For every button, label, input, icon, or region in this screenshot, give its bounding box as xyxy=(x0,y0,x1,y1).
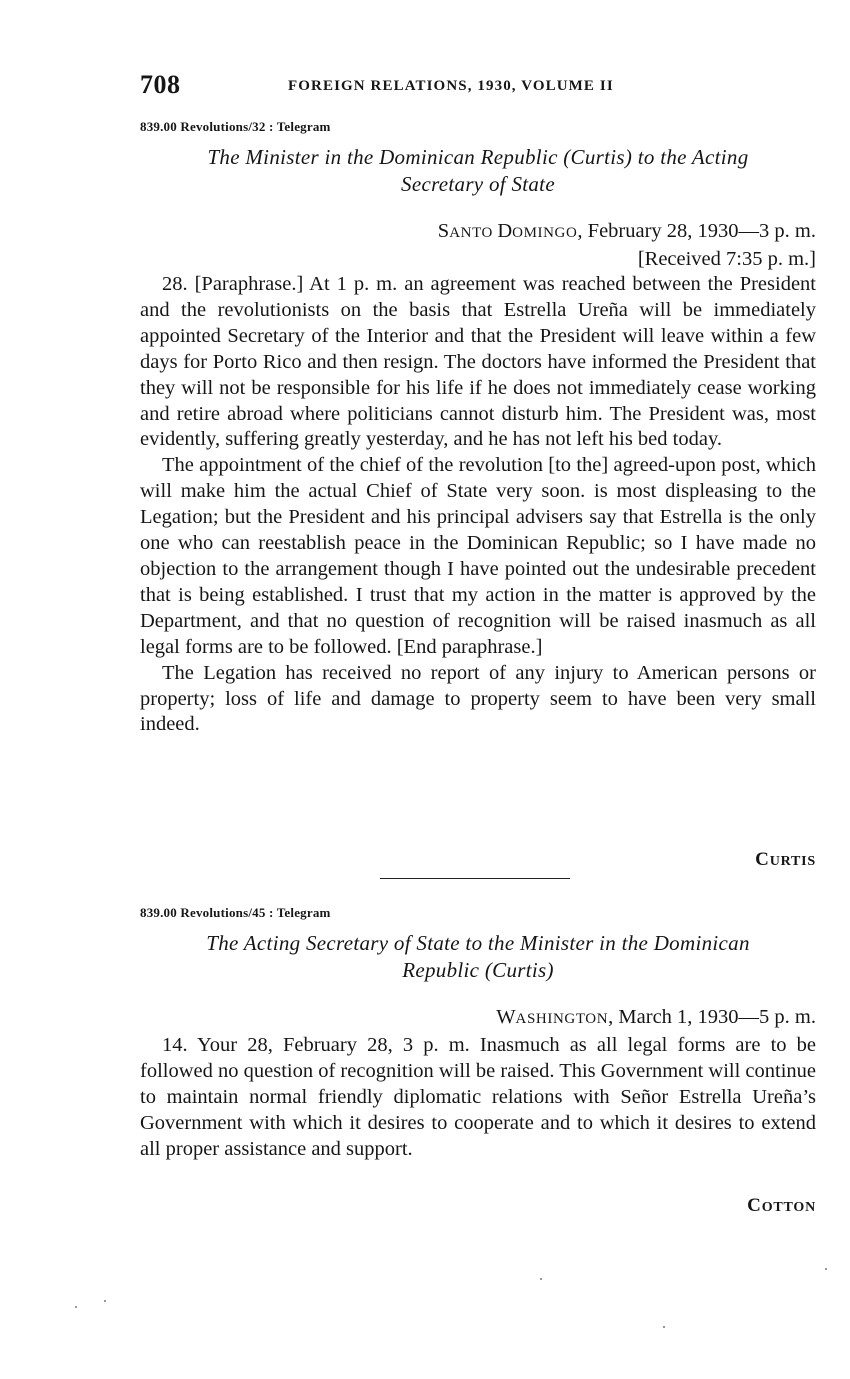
doc1-paragraph-3: The Legation has received no report of any injury to American persons or property; loss of life and damage to property seem to have been very small indeed. xyxy=(140,661,816,736)
doc2-signature-initial: C xyxy=(747,1195,762,1216)
doc2-place-rest: ASHINGTON xyxy=(515,1011,609,1027)
doc1-paragraph-1: 28. [Paraphrase.] At 1 p. m. an agreement was reached between the President and the revolutionists on the basis that Estrella Ureña will be immediately appointed Secretary of the Interior and that the President will leave within a few days for Porto Rico and then resign. The doctors have informed the President that they will not be responsible for his life if he does not immediately cease working and retire abroad where politicians cannot disturb him. The President was, most evidently, suffering greatly yesterday, and he has not left his bed today. xyxy=(140,273,816,451)
doc1-body xyxy=(140,272,816,738)
doc2-file-reference: 839.00 Revolutions/45 : Telegram xyxy=(140,905,331,920)
scan-speck xyxy=(825,1268,827,1270)
doc1-title xyxy=(140,144,816,198)
doc1-file-reference: 839.00 Revolutions/32 : Telegram xyxy=(140,119,331,134)
doc1-signature-rest: URTIS xyxy=(769,854,816,869)
doc2-date: , March 1, 1930—5 p. m. xyxy=(608,1006,816,1028)
scan-speck xyxy=(75,1306,77,1308)
doc1-place-date xyxy=(438,218,816,246)
doc2-place-date xyxy=(496,1004,816,1032)
running-head: FOREIGN RELATIONS, 1930, VOLUME II xyxy=(288,78,614,94)
doc1-title-line1: The Minister in the Dominican Republic (Curtis) to the Acting xyxy=(207,145,749,169)
doc2-signature-rest: OTTON xyxy=(761,1200,816,1215)
doc1-dateline xyxy=(438,218,816,272)
doc2-title-line2: Republic (Curtis) xyxy=(402,958,554,982)
section-divider xyxy=(380,878,570,879)
page-header xyxy=(140,70,816,104)
doc2-paragraph-1: 14. Your 28, February 28, 3 p. m. Inasmuch as all legal forms are to be followed no question of recognition will be raised. This Government will continue to maintain normal friendly diplomatic relations with Señor Estrella Ureña’s Government with which it desires to cooperate and to which it desires to extend all proper assistance and support. xyxy=(140,1034,816,1160)
scan-speck xyxy=(663,1326,665,1328)
doc2-place-initial: W xyxy=(496,1006,516,1028)
scan-speck xyxy=(540,1278,542,1280)
doc1-paragraph-2: The appointment of the chief of the revolution [to the] agreed-upon post, which will make him the actual Chief of State very soon. is most displeasing to the Legation; but the President and his principal advisers say that Estrella is the only one who can reestablish peace in the Dominican Republic; so I have made no objection to the arrangement though I have pointed out the undesirable precedent that is being established. I trust that my action in the matter is approved by the Department, and that no question of recognition will be raised inasmuch as all legal forms are to be followed. [End paraphrase.] xyxy=(140,454,816,658)
doc2-body xyxy=(140,1033,816,1163)
page-number: 708 xyxy=(140,70,181,99)
doc1-place-initial: S xyxy=(437,220,450,242)
scan-speck xyxy=(104,1300,106,1302)
doc2-dateline xyxy=(496,1004,816,1032)
doc1-place-rest2: OMINGO xyxy=(512,225,578,241)
doc2-signature xyxy=(747,1195,816,1217)
doc1-signature-initial: C xyxy=(755,849,770,870)
doc1-received: [Received 7:35 p. m.] xyxy=(637,248,816,270)
doc1-place-rest: ANTO xyxy=(449,225,498,241)
doc1-title-line2: Secretary of State xyxy=(401,172,555,196)
doc1-date: , February 28, 1930—3 p. m. xyxy=(577,220,816,242)
doc1-place-initial2: D xyxy=(497,220,513,242)
doc2-title xyxy=(140,930,816,984)
doc2-title-line1: The Acting Secretary of State to the Minister in the Dominican xyxy=(206,931,750,955)
doc1-signature xyxy=(755,849,816,871)
